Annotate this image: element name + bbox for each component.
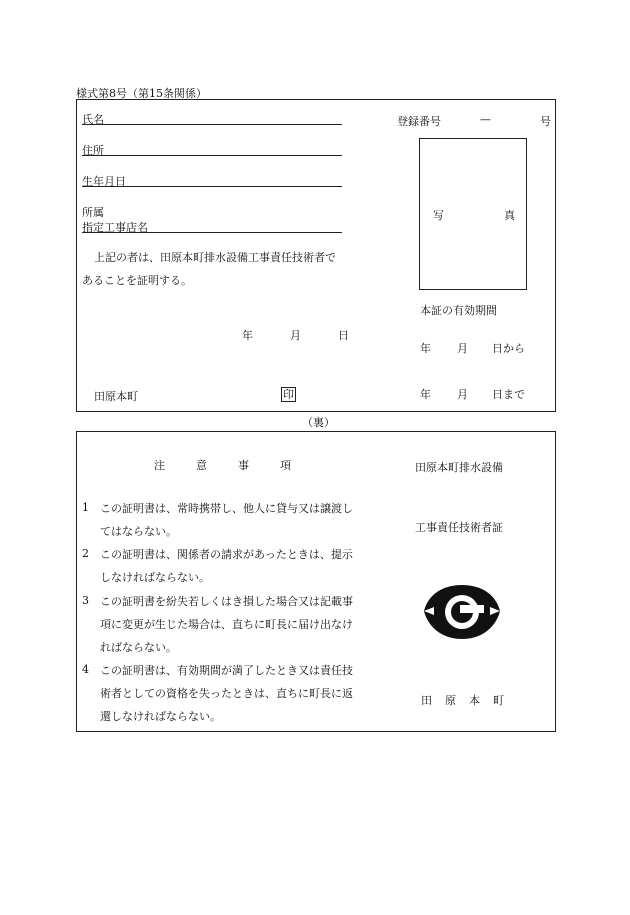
form-number: 様式第8号（第15条関係） bbox=[76, 87, 207, 100]
notes-title-char-4: 項 bbox=[280, 459, 291, 472]
notes-title-char-2: 意 bbox=[196, 459, 207, 472]
back-side-label: （裏） bbox=[302, 416, 335, 429]
issuer: 田原本町 bbox=[94, 390, 138, 403]
note-number: 3 bbox=[82, 594, 89, 607]
valid-from-month: 月 bbox=[457, 342, 468, 355]
dob-label: 生年月日 bbox=[82, 175, 126, 188]
registration-label: 登録番号 bbox=[397, 115, 441, 128]
contractor-field-line[interactable] bbox=[82, 232, 342, 233]
affiliation-label: 所属 bbox=[82, 206, 104, 219]
note-text: この証明書を紛失若しくはき損した場合又は記載事項に変更が生じた場合は、直ちに町長に届け出なければならない。 bbox=[100, 595, 353, 654]
photo-label-right: 真 bbox=[504, 209, 515, 222]
photo-label-left: 写 bbox=[433, 209, 444, 222]
valid-from-year: 年 bbox=[420, 342, 431, 355]
valid-to-day: 日まで bbox=[492, 388, 525, 401]
cert-text-line1: 上記の者は、田原本町排水設備工事責任技術者で bbox=[94, 251, 336, 264]
certificate-title-line2: 工事責任技術者証 bbox=[415, 521, 503, 534]
note-text: この証明書は、関係者の請求があったときは、提示しなければならない。 bbox=[100, 548, 353, 584]
notes-title-char-3: 事 bbox=[238, 459, 249, 472]
cert-text-line2: あることを証明する。 bbox=[82, 274, 192, 287]
note-text: この証明書は、有効期間が満了したとき又は責任技術者としての資格を失ったときは、直ちに町長に返還しなければならない。 bbox=[100, 664, 353, 723]
note-number: 1 bbox=[82, 501, 89, 514]
date-year: 年 bbox=[242, 329, 253, 342]
dob-field-line[interactable] bbox=[82, 186, 342, 187]
date-month: 月 bbox=[290, 329, 301, 342]
certificate-title-line1: 田原本町排水設備 bbox=[415, 461, 503, 474]
note-number: 2 bbox=[82, 547, 89, 560]
town-name: 田 原 本 町 bbox=[421, 694, 505, 707]
validity-title: 本証の有効期間 bbox=[420, 304, 497, 317]
contractor-label: 指定工事店名 bbox=[82, 221, 148, 234]
note-text: この証明書は、常時携帯し、他人に貸与又は譲渡してはならない。 bbox=[100, 502, 353, 538]
note-number: 4 bbox=[82, 663, 89, 676]
name-label: 氏名 bbox=[82, 113, 104, 126]
valid-from-day: 日から bbox=[492, 342, 525, 355]
valid-to-year: 年 bbox=[420, 388, 431, 401]
seal-mark: 印 bbox=[283, 388, 294, 401]
registration-dash: — bbox=[480, 113, 491, 126]
valid-to-month: 月 bbox=[457, 388, 468, 401]
notes-title-char-1: 注 bbox=[154, 459, 165, 472]
date-day: 日 bbox=[338, 329, 349, 342]
name-field-line[interactable] bbox=[82, 124, 342, 125]
address-field-line[interactable] bbox=[82, 155, 342, 156]
registration-suffix: 号 bbox=[540, 115, 551, 128]
town-emblem-icon bbox=[420, 581, 504, 643]
address-label: 住所 bbox=[82, 144, 104, 157]
